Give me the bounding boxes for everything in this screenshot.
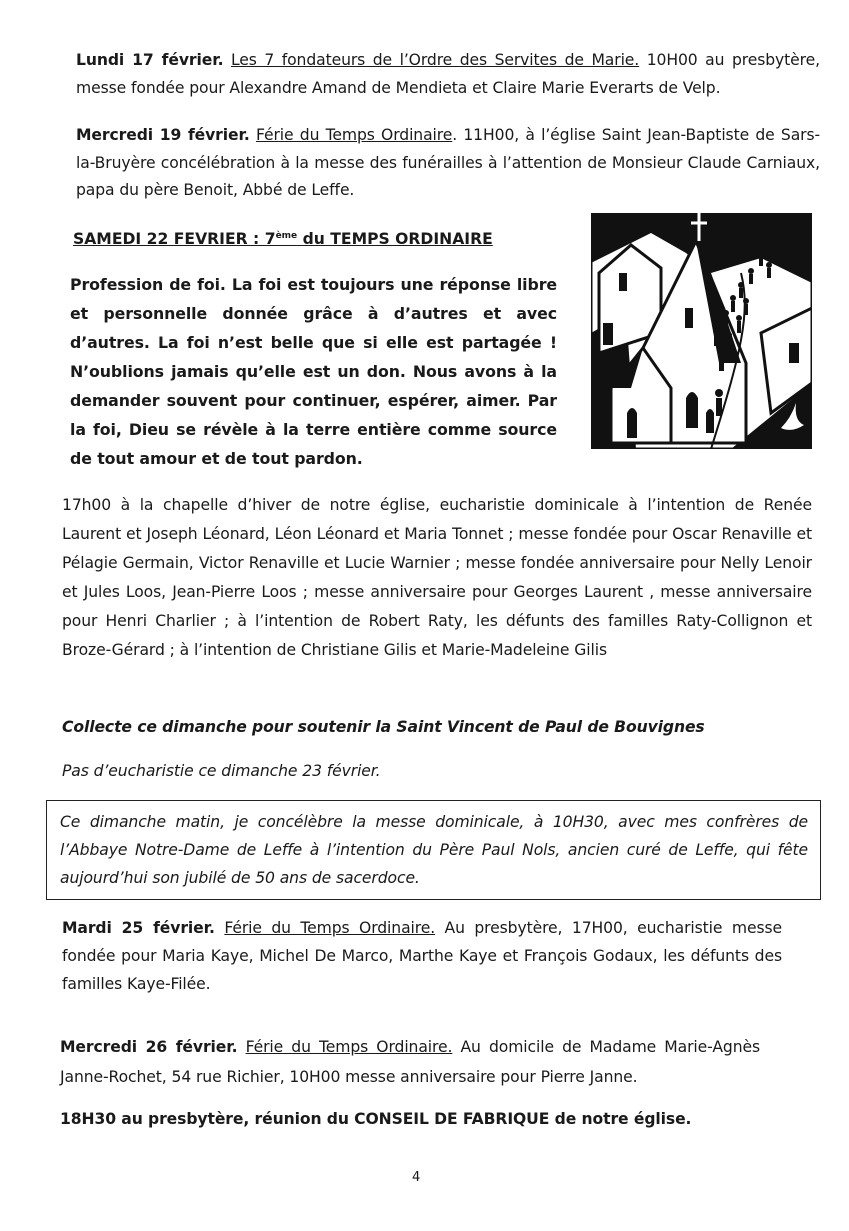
entry-day: Mercredi 26 février. [60, 1038, 238, 1056]
entry-feast: Les 7 fondateurs de l’Ordre des Servites de Marie. [230, 51, 640, 69]
heading-text-end: du TEMPS ORDINAIRE [297, 230, 493, 248]
entry-day: Mardi 25 février. [62, 919, 215, 937]
profession-de-foi-paragraph: Profession de foi. La foi est toujours une réponse libre et personnelle donnée grâce à d’autres et avec d’autres. La foi n’est belle que si elle est partagée ! N’oublions jamais qu’elle est un don. Nous avons à la demander souvent pour continuer, espérer, aimer. Par la foi, Dieu se révèle à la terre entière comme source de tout amour et de tout pardon. [70, 275, 557, 468]
saturday-mass-intentions: 17h00 à la chapelle d’hiver de notre église, eucharistie dominicale à l’intention de Renée Laurent et Joseph Léonard, Léon Léonard et Maria Tonnet ; messe fondée pour Oscar Renaville et Pélagie Germain, Victor Renaville et Lucie Warnier ; messe fondée anniversaire pour Nelly Lenoir et Jules Loos, Jean-Pierre Loos ; messe anniversaire pour Georges Laurent , messe anniversaire pour Henri Charlier ; à l’intention de Robert Raty, les défunts des familles Raty-Collignon et Broze-Gérard ; à l’intention de Christiane Gilis et Marie-Madeleine Gilis [62, 496, 812, 659]
entry-text: . 11H00, à l’église Saint Jean-Baptiste de Sars-la-Bruyère concélébration à la messe des funérailles à l’attention de Monsieur Claude Carniaux, papa du père Benoit, Abbé de Leffe. [76, 126, 821, 199]
entry-feast: Férie du Temps Ordinaire. [245, 1038, 453, 1056]
entry-feast: Férie du Temps Ordinaire [255, 126, 453, 144]
no-mass-notice: Pas d’eucharistie ce dimanche 23 février. [62, 762, 381, 780]
entry-wednesday-19 [76, 122, 820, 205]
entry-text: Au domicile de Madame Marie-Agnès Janne-Rochet, 54 rue Richier, 10H00 messe anniversaire pour Pierre Janne. [60, 1038, 760, 1086]
entry-day: Mercredi 19 février. [76, 126, 250, 144]
entry-day: Lundi 17 février. [76, 51, 224, 69]
heading-text: SAMEDI 22 FEVRIER : 7 [73, 230, 276, 248]
entry-feast: Férie du Temps Ordinaire. [224, 919, 436, 937]
page-number: 4 [412, 1170, 421, 1185]
collecte-notice: Collecte ce dimanche pour soutenir la Saint Vincent de Paul de Bouvignes [62, 718, 705, 736]
heading-superscript: ème [275, 230, 298, 241]
entry-tuesday [62, 914, 782, 998]
saturday-heading [73, 226, 493, 253]
entry-text: Au presbytère, 17H00, eucharistie messe fondée pour Maria Kaye, Michel De Marco, Marthe Kaye et François Godaux, les défunts des familles Kaye-Filée. [62, 919, 782, 993]
entry-wednesday-26 [60, 1032, 760, 1092]
notice-text: Ce dimanche matin, je concélèbre la messe dominicale, à 10H30, avec mes confrères de l’Abbaye Notre-Dame de Leffe à l’intention du Père Paul Nols, ancien curé de Leffe, qui fête aujourd’hui son jubilé de 50 ans de sacerdoce. [60, 813, 808, 887]
meeting-highlight: CONSEIL DE FABRIQUE [354, 1110, 550, 1128]
meeting-text: 18H30 au presbytère, réunion du [60, 1110, 355, 1128]
fabrique-meeting [60, 1106, 760, 1134]
entry-text: 10H00 au presbytère, messe fondée pour Alexandre Amand de Mendieta et Claire Marie Everarts de Velp. [76, 51, 820, 97]
meeting-text-end: de notre église. [549, 1110, 692, 1128]
church-with-people-illustration [591, 213, 812, 449]
entry-monday [76, 47, 820, 102]
